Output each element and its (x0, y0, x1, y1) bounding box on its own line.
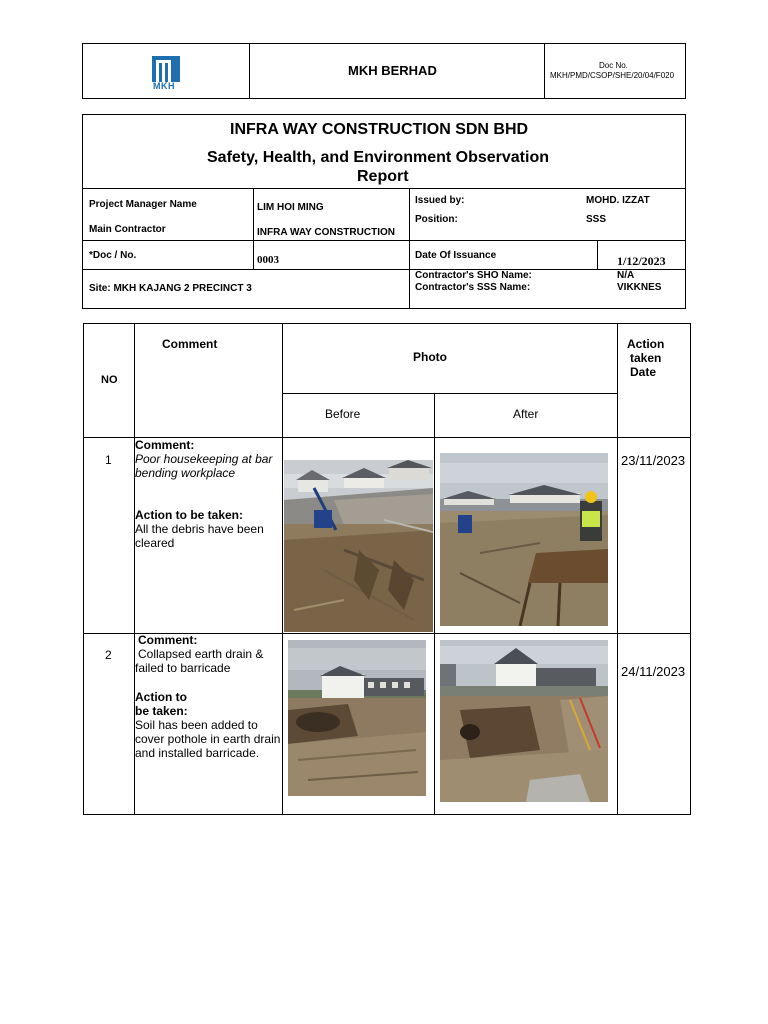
doc-no-value: MKH/PMD/CSOP/SHE/20/04/F020 (550, 71, 675, 80)
report-title-line1: Safety, Health, and Environment Observation (207, 149, 549, 166)
doc-value: 0003 (257, 254, 279, 266)
row1-comment-line1: Poor housekeeping at bar (135, 452, 273, 466)
table-hline-photo (282, 393, 617, 394)
table-vline-after (617, 323, 618, 815)
row1-comment-line2: bending workplace (135, 466, 236, 480)
sss-label: Contractor's SSS Name: (415, 282, 531, 293)
row2-comment-label: Comment: (138, 633, 198, 647)
info-vline-1 (253, 188, 254, 240)
company-name: MKH BERHAD (348, 63, 437, 78)
report-title-line2: Report (357, 168, 409, 185)
sho-label: Contractor's SHO Name: (415, 270, 532, 281)
sho-value: N/A (617, 270, 635, 281)
row1-no: 1 (105, 453, 112, 467)
row2-before-photo (288, 640, 426, 796)
info-line-3 (82, 269, 686, 270)
row1-before-photo (284, 460, 433, 632)
header-photo: Photo (413, 350, 447, 364)
row1-after-photo (440, 453, 608, 626)
position-label: Position: (415, 214, 458, 225)
table-vline-comment (282, 323, 283, 815)
info-vline-2 (253, 240, 254, 269)
date-label: Date Of Issuance (415, 250, 497, 261)
contractor-value: INFRA WAY CONSTRUCTION (257, 227, 395, 238)
header-action-line1: Action (627, 337, 665, 351)
info-line-1 (82, 188, 686, 189)
pm-label: Project Manager Name (89, 199, 197, 210)
row2-date: 24/11/2023 (621, 664, 686, 679)
logo-text: MKH (153, 81, 175, 91)
pm-value: LIM HOI MING (257, 202, 324, 213)
row2-action-line1: Soil has been added to (135, 718, 258, 732)
row2-after-photo (440, 640, 608, 802)
doc-no-label: Doc No. (599, 61, 628, 70)
row2-action-line2: cover pothole in earth drain (135, 732, 281, 746)
row1-comment-label: Comment: (135, 438, 195, 452)
table-vline-before (434, 393, 435, 815)
header-divider-1 (249, 43, 250, 99)
row1-action-label: Action to be taken: (135, 508, 244, 522)
row1-date: 23/11/2023 (621, 453, 686, 468)
header-after: After (513, 407, 539, 421)
header-action-line2: taken (630, 351, 662, 365)
site-label: Site: MKH KAJANG 2 PRECINCT 3 (89, 283, 252, 294)
row2-action-label-line2: be taken: (135, 704, 188, 718)
row1-action-line1: All the debris have been (135, 522, 264, 536)
issued-by-value: MOHD. IZZAT (586, 195, 650, 206)
company-logo (150, 54, 182, 92)
header-comment: Comment (162, 337, 218, 351)
date-value: 1/12/2023 (617, 254, 666, 268)
header-no: NO (101, 374, 118, 386)
header-action-line3: Date (630, 365, 657, 379)
doc-label: *Doc / No. (89, 250, 137, 261)
report-info-box (82, 114, 686, 309)
info-vline-3 (409, 188, 410, 309)
header-before: Before (325, 407, 361, 421)
sss-value: VIKKNES (617, 282, 662, 293)
contractor-label: Main Contractor (89, 224, 166, 235)
row1-action-line2: cleared (135, 536, 175, 550)
info-line-2 (82, 240, 686, 241)
contractor-company-title: INFRA WAY CONSTRUCTION SDN BHD (230, 121, 529, 138)
row2-comment-line2: failed to barricade (135, 661, 231, 675)
row2-action-line3: and installed barricade. (135, 746, 260, 760)
header-divider-2 (544, 43, 545, 99)
info-vline-4 (597, 240, 598, 269)
position-value: SSS (586, 214, 607, 225)
row2-comment-line1: Collapsed earth drain & (138, 647, 264, 661)
row2-no: 2 (105, 648, 112, 662)
issued-by-label: Issued by: (415, 195, 465, 206)
row2-action-label-line1: Action to (135, 690, 187, 704)
